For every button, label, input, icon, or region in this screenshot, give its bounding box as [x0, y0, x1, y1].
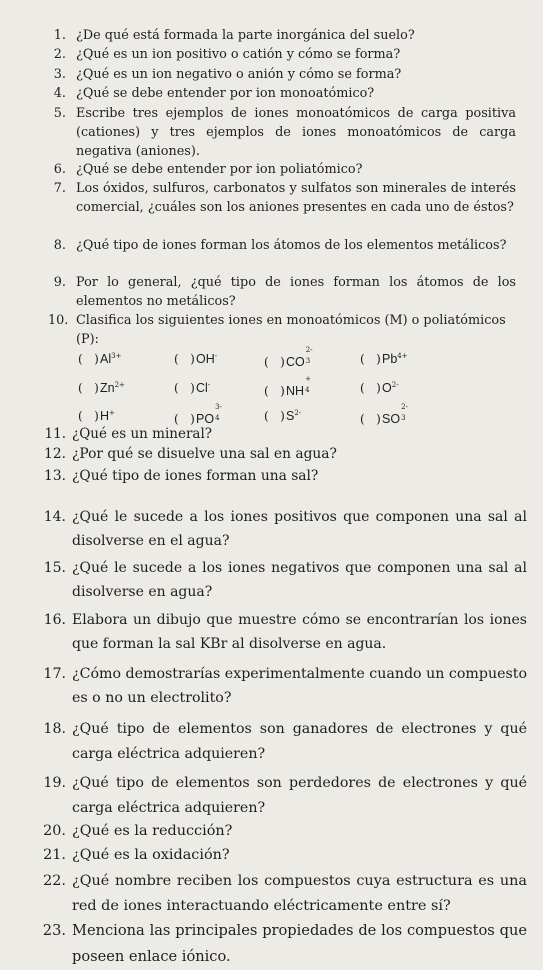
question-text: ¿Qué tipo de iones forman una sal? [72, 468, 319, 484]
question-text: Clasifica los siguientes iones en monoatómicos (M) o poliatómicos (P): [76, 313, 506, 347]
answer-blank[interactable]: ( ) [264, 384, 285, 398]
question-text: ¿Qué tipo de iones forman los átomos de los elementos metálicos? [76, 238, 507, 253]
ion-item: ( )OH- [174, 352, 218, 366]
question-text: ¿Qué tipo de elementos son perdedores de electrones y qué carga eléctrica adquieren? [72, 775, 527, 816]
question-number: 7. [53, 181, 66, 196]
question-number: 12. [44, 446, 66, 462]
question-number: 14. [43, 509, 66, 525]
question-text: ¿Qué es la reducción? [72, 823, 233, 839]
ion-row-2 [78, 375, 518, 401]
question-text: Elabora un dibujo que muestre cómo se encontrarían los iones que forman la sal KBr al disolverse en agua. [72, 612, 527, 652]
ion-row-1 [78, 346, 518, 372]
question-number: 5. [53, 106, 66, 121]
question-text: Los óxidos, sulfuros, carbonatos y sulfatos son minerales de interés comercial, ¿cuáles son los aniones presentes en cada uno de éstos? [76, 181, 516, 215]
answer-blank[interactable]: ( ) [174, 412, 195, 426]
question-number: 23. [42, 922, 66, 939]
ion-item: ( )$Al^{3+}$ [78, 352, 122, 366]
question-number: 13. [44, 468, 66, 484]
question-text: ¿Cómo demostrarías experimentalmente cuando un compuesto es o no un electrolito? [72, 666, 527, 706]
ion-item: ( )PO 3- 4 [174, 403, 222, 426]
question-number: 4. [53, 86, 66, 101]
question-number: 10. [48, 313, 69, 328]
question-text: Menciona las principales propiedades de los compuestos que poseen enlace iónico. [72, 922, 527, 965]
question-number: 2. [53, 47, 66, 62]
question-text: ¿Qué nombre reciben los compuestos cuya estructura es una red de iones interactuando eléctricamente entre sí? [72, 873, 527, 914]
ion-item: ( )SO 2- 3 [360, 403, 408, 426]
answer-blank[interactable]: ( ) [264, 409, 285, 423]
question-text: ¿Qué le sucede a los iones positivos que componen una sal al disolverse en el agua? [72, 509, 527, 549]
answer-blank[interactable]: ( ) [360, 412, 381, 426]
ion-item: ( )NH + 4 [264, 375, 311, 398]
ion-item: ( )$Zn^{2+}$ [78, 381, 125, 395]
question-text: ¿Qué se debe entender por ion monoatómico? [76, 86, 375, 101]
question-text: ¿Qué es un ion negativo o anión y cómo se forma? [76, 67, 402, 82]
question-number: 11. [44, 426, 66, 442]
answer-blank[interactable]: ( ) [174, 352, 195, 366]
question-text: ¿Qué tipo de elementos son ganadores de electrones y qué carga eléctrica adquieren? [72, 721, 527, 762]
question-number: 6. [53, 162, 66, 177]
ion-item: ( )Cl- [174, 381, 211, 395]
ion-item: ( )CO 2- 3 [264, 346, 313, 369]
answer-blank[interactable]: ( ) [78, 381, 99, 395]
answer-blank[interactable]: ( ) [360, 381, 381, 395]
question-text: Escribe tres ejemplos de iones monoatómicos de carga positiva (cationes) y tres ejemplos de iones monoatómicos de carga negativa (aniones). [76, 106, 516, 159]
question-number: 17. [43, 666, 66, 682]
question-number: 22. [43, 873, 66, 889]
ion-item: ( )$O^{2-}$ [360, 381, 399, 395]
question-text: Por lo general, ¿qué tipo de iones forman los átomos de los elementos no metálicos? [76, 275, 516, 309]
question-number: 20. [43, 823, 66, 839]
question-number: 19. [43, 775, 66, 791]
question-text: ¿Qué le sucede a los iones negativos que componen una sal al disolverse en agua? [72, 560, 527, 600]
question-text: ¿Qué es la oxidación? [72, 847, 230, 863]
question-text: ¿Qué es un mineral? [72, 426, 213, 442]
question-number: 21. [43, 847, 66, 863]
answer-blank[interactable]: ( ) [264, 355, 285, 369]
question-number: 9. [53, 275, 66, 290]
ion-item: ( )H+ [78, 409, 115, 423]
question-text: ¿Qué se debe entender por ion poliatómico? [76, 162, 363, 177]
question-text: ¿De qué está formada la parte inorgánica del suelo? [76, 28, 415, 43]
question-number: 3. [53, 67, 66, 82]
answer-blank[interactable]: ( ) [78, 352, 99, 366]
ion-item: ( )$Pb^{4+}$ [360, 352, 408, 366]
question-number: 15. [43, 560, 66, 576]
question-number: 18. [43, 721, 66, 737]
question-number: 16. [43, 612, 66, 628]
question-number: 8. [53, 238, 66, 253]
answer-blank[interactable]: ( ) [174, 381, 195, 395]
question-text: ¿Qué es un ion positivo o catión y cómo se forma? [76, 47, 401, 62]
answer-blank[interactable]: ( ) [78, 409, 99, 423]
ion-item: ( )$S^{2-}$ [264, 409, 302, 423]
question-number: 1. [53, 28, 66, 43]
question-text: ¿Por qué se disuelve una sal en agua? [72, 446, 337, 462]
answer-blank[interactable]: ( ) [360, 352, 381, 366]
